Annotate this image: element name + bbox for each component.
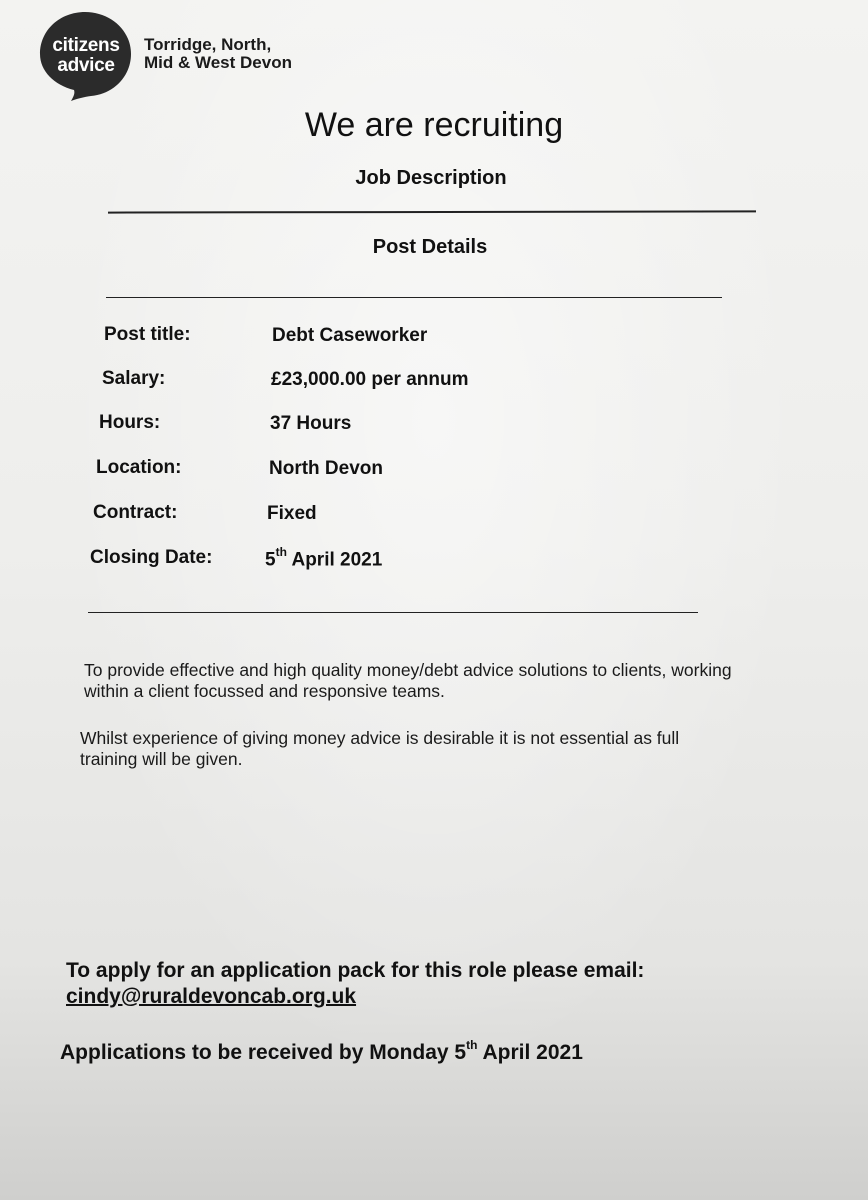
detail-label: Contract: — [93, 502, 178, 523]
detail-label: Salary: — [102, 368, 166, 389]
role-summary-paragraph — [84, 660, 804, 702]
role-summary-line1: To provide effective and high quality money/debt advice solutions to clients, working — [84, 660, 732, 680]
deadline-rest: April 2021 — [482, 1041, 583, 1064]
detail-value: £23,000.00 per annum — [271, 369, 469, 390]
detail-value: Fixed — [267, 503, 317, 524]
detail-label: Post title: — [104, 324, 191, 345]
deadline-prefix: Applications to be received by Monday 5 — [60, 1041, 467, 1064]
detail-value: 37 Hours — [270, 413, 352, 434]
closing-day-suffix: th — [275, 545, 287, 559]
divider-3 — [88, 612, 698, 613]
detail-value — [265, 547, 382, 571]
org-name-line1: Torridge, North, — [144, 35, 272, 54]
detail-value: Debt Caseworker — [272, 325, 428, 346]
apply-text: To apply for an application pack for this role please email: — [66, 959, 645, 982]
divider-1 — [108, 210, 756, 213]
training-paragraph — [80, 728, 800, 770]
training-line1: Whilst experience of giving money advice is desirable it is not essential as full — [80, 728, 680, 748]
closing-day: 5 — [265, 549, 276, 571]
closing-month-year: April 2021 — [291, 549, 383, 571]
deadline-suffix: th — [466, 1038, 478, 1052]
logo-brand-text — [48, 36, 124, 76]
application-deadline — [60, 1040, 780, 1065]
detail-label: Hours: — [99, 412, 161, 433]
detail-label: Location: — [96, 457, 182, 478]
divider-2 — [106, 297, 722, 298]
organisation-name — [144, 36, 292, 72]
detail-value: North Devon — [269, 458, 383, 479]
job-description-heading: Job Description — [355, 167, 507, 189]
logo-brand-line2: advice — [57, 55, 115, 76]
role-summary-line2: within a client focussed and responsive teams. — [84, 681, 445, 701]
page-title: We are recruiting — [304, 106, 564, 144]
org-name-line2: Mid & West Devon — [144, 53, 292, 72]
contact-email-link[interactable]: cindy@ruraldevoncab.org.uk — [66, 985, 357, 1008]
logo-brand-line1: citizens — [52, 35, 120, 56]
apply-instructions — [66, 958, 786, 1010]
training-line2: training will be given. — [80, 749, 243, 769]
detail-label: Closing Date: — [90, 547, 213, 568]
post-details-heading: Post Details — [372, 236, 488, 258]
